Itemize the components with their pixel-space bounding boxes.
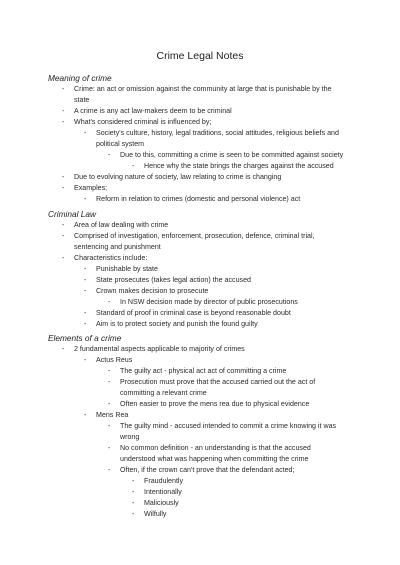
note-line: The guilty mind - accused intended to commit a crime knowing it was xyxy=(120,422,337,430)
note-line: The guilty act - physical act act of committing a crime xyxy=(120,367,287,375)
bullet-dash: - xyxy=(84,309,87,317)
note-line: Comprised of investigation, enforcement, prosecution, defence, criminal trial, xyxy=(74,232,315,240)
note-line: Mens Rea xyxy=(96,411,129,419)
bullet-dash: - xyxy=(84,265,87,273)
bullet-dash: - xyxy=(108,298,111,306)
note-line: What's considered criminal is influenced by; xyxy=(74,118,212,126)
bullet-dash: - xyxy=(62,184,65,192)
note-line: Reform in relation to crimes (domestic and personal violence) act xyxy=(96,195,301,203)
note-line: Due to evolving nature of society, law relating to crime is changing xyxy=(74,173,282,181)
page-title: Crime Legal Notes xyxy=(156,50,244,62)
note-line: state xyxy=(74,96,90,104)
bullet-dash: - xyxy=(84,129,87,137)
bullet-dash: - xyxy=(108,444,111,452)
bullet-dash: - xyxy=(132,488,135,496)
bullet-dash: - xyxy=(62,85,65,93)
note-line: Actus Reus xyxy=(96,356,133,364)
note-line: Fraudulently xyxy=(144,477,184,485)
bullet-dash: - xyxy=(132,162,135,170)
note-line: Wilfully xyxy=(144,510,167,518)
section-heading: Meaning of crime xyxy=(48,73,112,83)
bullet-dash: - xyxy=(84,411,87,419)
bullet-dash: - xyxy=(108,378,111,386)
bullet-dash: - xyxy=(84,276,87,284)
note-line: Area of law dealing with crime xyxy=(74,221,169,229)
note-line: wrong xyxy=(120,433,140,441)
note-line: State prosecutes (takes legal action) the accused xyxy=(96,276,251,284)
bullet-dash: - xyxy=(108,151,111,159)
bullet-dash: - xyxy=(108,400,111,408)
bullet-dash: - xyxy=(132,510,135,518)
note-line: political system xyxy=(96,140,145,148)
note-line: Punishable by state xyxy=(96,265,158,273)
note-line: Maliciously xyxy=(144,499,179,507)
note-line: Aim is to protect society and punish the found guilty xyxy=(96,320,258,328)
bullet-dash: - xyxy=(108,466,111,474)
bullet-dash: - xyxy=(62,173,65,181)
bullet-dash: - xyxy=(84,195,87,203)
note-line: understood what was happening when committing the crime xyxy=(120,455,309,463)
note-line: committing a relevant crime xyxy=(120,389,207,397)
bullet-dash: - xyxy=(62,221,65,229)
note-line: Often easier to prove the mens rea due to physical evidence xyxy=(120,400,310,408)
note-line: No common definition - an understanding is that the accused xyxy=(120,444,311,452)
note-line: Prosecution must prove that the accused carried out the act of xyxy=(120,378,316,386)
note-line: Crime: an act or omission against the community at large that is punishable by the xyxy=(74,85,332,93)
note-line: Examples; xyxy=(74,184,108,192)
note-line: 2 fundamental aspects applicable to majority of crimes xyxy=(74,345,245,353)
bullet-dash: - xyxy=(132,499,135,507)
note-line: Standard of proof in criminal case is beyond reasonable doubt xyxy=(96,309,291,317)
bullet-dash: - xyxy=(62,118,65,126)
note-line: In NSW decision made by director of public prosecutions xyxy=(120,298,298,306)
bullet-dash: - xyxy=(84,356,87,364)
bullet-dash: - xyxy=(108,422,111,430)
note-line: Characteristics include: xyxy=(74,254,148,262)
section-heading: Criminal Law xyxy=(48,209,96,219)
note-line: Intentionally xyxy=(144,488,182,496)
note-line: Due to this, committing a crime is seen to be committed against society xyxy=(120,151,344,159)
note-line: Hence why the state brings the charges against the accused xyxy=(144,162,334,170)
bullet-dash: - xyxy=(62,232,65,240)
note-line: A crime is any act law-makers deem to be criminal xyxy=(74,107,232,115)
bullet-dash: - xyxy=(84,287,87,295)
note-line: Crown makes decision to prosecute xyxy=(96,287,209,295)
bullet-dash: - xyxy=(84,320,87,328)
bullet-dash: - xyxy=(108,367,111,375)
bullet-dash: - xyxy=(62,107,65,115)
bullet-dash: - xyxy=(132,477,135,485)
bullet-dash: - xyxy=(62,345,65,353)
note-line: Society's culture, history, legal traditions, social attitudes, religious beliefs and xyxy=(96,129,339,137)
note-line: Often, if the crown can't prove that the defendant acted; xyxy=(120,466,295,474)
note-line: sentencing and punishment xyxy=(74,243,161,251)
bullet-dash: - xyxy=(62,254,65,262)
section-heading: Elements of a crime xyxy=(48,333,122,343)
